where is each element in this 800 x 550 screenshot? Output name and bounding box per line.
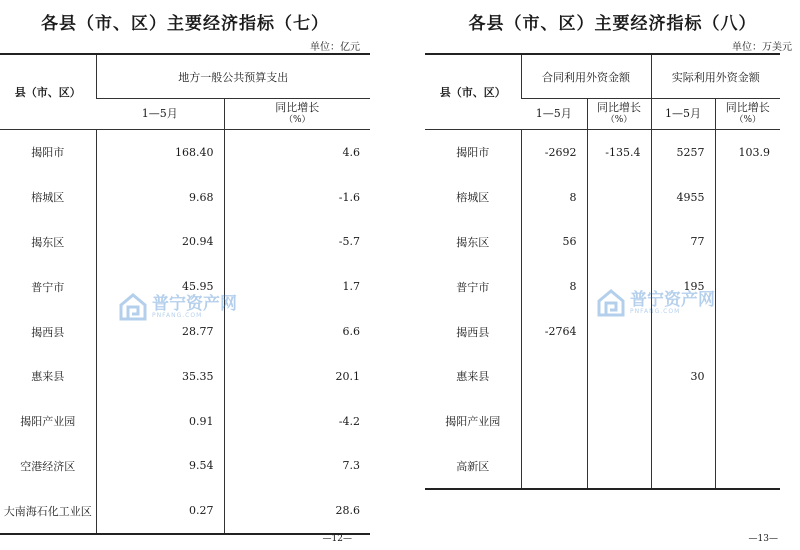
- county-name-cell: 空港经济区: [20, 459, 76, 473]
- growth-label: 同比增长: [275, 101, 320, 114]
- col-period-header: 1—5月: [651, 99, 715, 130]
- table-row: [0, 444, 370, 489]
- value-cell-v1: 8: [521, 264, 587, 309]
- value-cell-v1: 35.35: [96, 354, 224, 399]
- county-name-cell: 揭阳市: [31, 146, 65, 160]
- page-left: [0, 0, 370, 550]
- value-cell-v2: 20.1: [224, 354, 370, 399]
- value-cell-v4: [715, 220, 780, 265]
- county-name-cell: 揭阳市: [456, 146, 490, 160]
- table-row: [425, 399, 780, 444]
- value-cell-v4: [715, 309, 780, 354]
- value-cell-v3: [651, 444, 715, 490]
- growth-label: 同比增长: [725, 101, 770, 114]
- value-cell-v1: 28.77: [96, 309, 224, 354]
- page-title: 各县（市、区）主要经济指标（七）: [41, 14, 329, 34]
- watermark-logo-icon: [596, 288, 626, 318]
- watermark-name: 普宁资产网: [152, 293, 237, 314]
- value-cell-v1: 0.27: [96, 488, 224, 534]
- col-period-header: 1—5月: [96, 99, 224, 130]
- watermark-logo-icon: [118, 292, 148, 322]
- page-number: —13—: [748, 534, 778, 544]
- county-name-cell: 大南海石化工业区: [0, 488, 96, 534]
- col-growth-header: [224, 99, 370, 130]
- county-header: 县（市、区）: [425, 54, 521, 130]
- value-cell-v2: -135.4: [587, 130, 651, 175]
- county-header: 县（市、区）: [0, 54, 96, 130]
- watermark-sub: PNFANG.COM: [152, 311, 203, 319]
- county-name-cell: 揭东区: [456, 235, 490, 249]
- table-row: [425, 130, 780, 175]
- value-cell-v4: [715, 444, 780, 490]
- group-header-actual: 实际利用外资金额: [651, 54, 780, 99]
- group-header-contract: 合同利用外资金额: [521, 54, 651, 99]
- county-name-cell: 榕城区: [31, 191, 65, 205]
- value-cell-v2: 7.3: [224, 444, 370, 489]
- value-cell-v2: -5.7: [224, 220, 370, 265]
- watermark: [118, 292, 237, 322]
- watermark: [596, 288, 715, 318]
- value-cell-v1: 20.94: [96, 220, 224, 265]
- unit-label: 单位：亿元: [310, 42, 360, 53]
- county-name-cell: 普宁市: [456, 280, 490, 294]
- col-growth-header: [587, 99, 651, 130]
- value-cell-v4: [715, 175, 780, 220]
- value-cell-v1: 0.91: [96, 399, 224, 444]
- table-row: [0, 220, 370, 265]
- table-row: [0, 488, 370, 534]
- value-cell-v1: -2764: [521, 309, 587, 354]
- value-cell-v2: [587, 220, 651, 265]
- value-cell-v2: 6.6: [224, 309, 370, 354]
- value-cell-v1: 168.40: [96, 130, 224, 175]
- value-cell-v1: 9.54: [96, 444, 224, 489]
- indicator-table: [425, 53, 780, 490]
- county-name-cell: 揭阳产业园: [20, 415, 76, 429]
- value-cell-v1: 9.68: [96, 175, 224, 220]
- value-cell-v2: -1.6: [224, 175, 370, 220]
- value-cell-v1: [521, 399, 587, 444]
- unit-label: 单位：万美元: [732, 42, 792, 53]
- group-header: 地方一般公共预算支出: [96, 54, 370, 99]
- county-name-cell: 惠来县: [456, 370, 490, 384]
- growth-label: 同比增长: [597, 101, 641, 114]
- value-cell-v1: -2692: [521, 130, 587, 175]
- value-cell-v1: 56: [521, 220, 587, 265]
- table-row: [0, 399, 370, 444]
- table-row: [0, 354, 370, 399]
- page-right: [425, 0, 800, 550]
- value-cell-v1: 45.95: [96, 264, 224, 309]
- table-row: [0, 130, 370, 175]
- value-cell-v3: 77: [651, 220, 715, 265]
- value-cell-v2: 1.7: [224, 264, 370, 309]
- county-name-cell: 榕城区: [456, 191, 490, 205]
- page-title: 各县（市、区）主要经济指标（八）: [468, 14, 757, 34]
- county-name-cell: 揭西县: [31, 325, 65, 339]
- value-cell-v4: [715, 399, 780, 444]
- watermark-sub: PNFANG.COM: [630, 307, 681, 315]
- value-cell-v1: 8: [521, 175, 587, 220]
- table-row: [425, 354, 780, 399]
- col-period-header: 1—5月: [521, 99, 587, 130]
- value-cell-v4: [715, 264, 780, 309]
- value-cell-v4: [715, 354, 780, 399]
- growth-unit: （%）: [734, 115, 762, 125]
- table-row: [425, 444, 780, 490]
- value-cell-v2: 4.6: [224, 130, 370, 175]
- table-row: [425, 175, 780, 220]
- value-cell-v2: 28.6: [224, 488, 370, 534]
- value-cell-v1: [521, 444, 587, 490]
- page-number: —12—: [322, 534, 352, 544]
- value-cell-v3: 5257: [651, 130, 715, 175]
- county-name-cell: 普宁市: [31, 280, 65, 294]
- col-growth-header: [715, 99, 780, 130]
- value-cell-v2: [587, 354, 651, 399]
- value-cell-v4: 103.9: [715, 130, 780, 175]
- growth-unit: （%）: [605, 115, 633, 125]
- value-cell-v2: -4.2: [224, 399, 370, 444]
- table-row: [0, 175, 370, 220]
- county-name-cell: 高新区: [425, 444, 521, 490]
- value-cell-v3: [651, 399, 715, 444]
- value-cell-v3: 30: [651, 354, 715, 399]
- county-name-cell: 惠来县: [31, 370, 65, 384]
- table-row: [425, 220, 780, 265]
- watermark-name: 普宁资产网: [630, 289, 715, 310]
- value-cell-v2: [587, 444, 651, 490]
- county-name-cell: 揭阳产业园: [445, 415, 501, 429]
- county-name-cell: 揭西县: [456, 325, 490, 339]
- value-cell-v3: 4955: [651, 175, 715, 220]
- value-cell-v3: 195: [651, 264, 715, 309]
- value-cell-v1: [521, 354, 587, 399]
- value-cell-v2: [587, 175, 651, 220]
- county-name-cell: 揭东区: [31, 235, 65, 249]
- value-cell-v2: [587, 399, 651, 444]
- growth-unit: （%）: [283, 115, 311, 125]
